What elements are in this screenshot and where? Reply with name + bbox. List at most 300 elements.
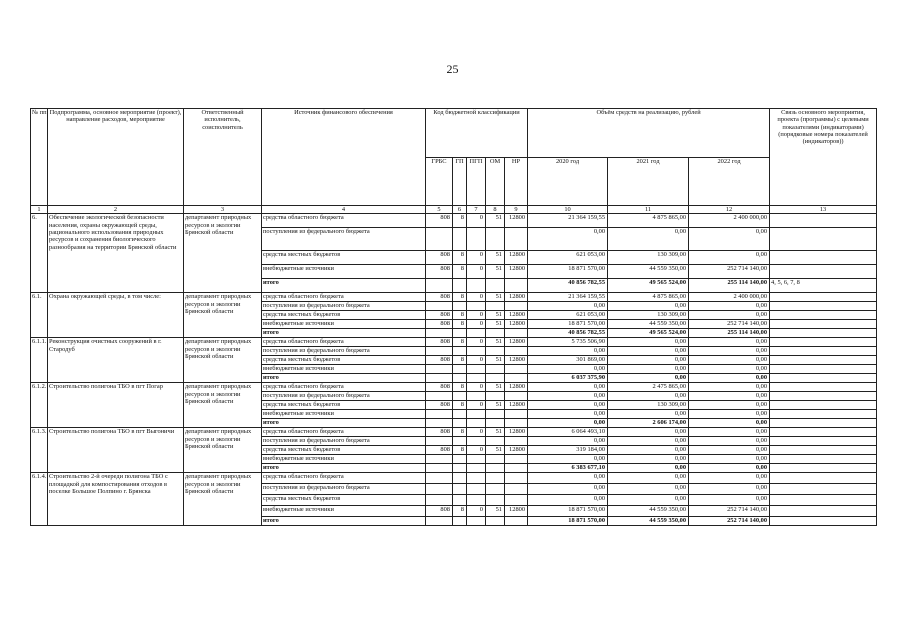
source-cell: итого <box>262 517 426 526</box>
header-om: ОМ <box>486 157 505 206</box>
code-pgp-cell <box>467 484 486 495</box>
amount-y2020-cell: 301 869,00 <box>528 356 608 365</box>
amount-y2020-cell: 40 856 782,55 <box>528 329 608 338</box>
source-cell: внебюджетные источники <box>262 410 426 419</box>
code-gp-cell: 8 <box>453 383 467 392</box>
amount-y2022-cell: 0,00 <box>689 392 770 401</box>
amount-y2022-cell: 2 400 000,00 <box>689 293 770 302</box>
code-om-cell <box>486 228 505 251</box>
table-row <box>31 383 877 392</box>
code-pgp-cell: 0 <box>467 446 486 455</box>
code-grbs-cell <box>426 302 453 311</box>
amount-y2022-cell: 0,00 <box>689 428 770 437</box>
code-grbs-cell: 808 <box>426 311 453 320</box>
code-pgp-cell <box>467 279 486 293</box>
amount-y2021-cell: 0,00 <box>608 437 689 446</box>
source-cell: средства местных бюджетов <box>262 401 426 410</box>
code-grbs-cell <box>426 347 453 356</box>
code-grbs-cell: 808 <box>426 428 453 437</box>
code-grbs-cell <box>426 419 453 428</box>
source-cell: поступления из федерального бюджета <box>262 392 426 401</box>
amount-y2020-cell: 6 037 375,90 <box>528 374 608 383</box>
code-om-cell: 51 <box>486 214 505 228</box>
code-pgp-cell: 0 <box>467 338 486 347</box>
code-pgp-cell <box>467 302 486 311</box>
source-cell: средства областного бюджета <box>262 473 426 484</box>
amount-y2022-cell: 252 714 140,00 <box>689 506 770 517</box>
item-title: Реконструкция очистных сооружений в г. Стародуб <box>48 338 184 383</box>
code-grbs-cell <box>426 392 453 401</box>
indicator-link-cell <box>770 338 877 347</box>
indicator-link-cell <box>770 437 877 446</box>
code-pgp-cell: 0 <box>467 320 486 329</box>
code-grbs-cell <box>426 228 453 251</box>
header-budget-code: Код бюджетной классификации <box>426 109 528 158</box>
amount-y2022-cell: 252 714 140,00 <box>689 517 770 526</box>
header-volume: Объём средств на реализацию, рублей <box>528 109 770 158</box>
indicator-link-cell <box>770 392 877 401</box>
code-pgp-cell <box>467 329 486 338</box>
code-grbs-cell: 808 <box>426 338 453 347</box>
code-np-cell: 12800 <box>505 446 528 455</box>
header-grbs: ГРБС <box>426 157 453 206</box>
code-gp-cell <box>453 410 467 419</box>
header-executor: Ответственный исполнитель, соисполнитель <box>184 109 262 206</box>
amount-y2020-cell: 21 364 159,55 <box>528 214 608 228</box>
amount-y2021-cell: 4 875 865,00 <box>608 293 689 302</box>
amount-y2022-cell: 255 114 140,00 <box>689 279 770 293</box>
code-np-cell <box>505 392 528 401</box>
header-2021: 2021 год <box>608 157 689 206</box>
amount-y2022-cell: 252 714 140,00 <box>689 265 770 279</box>
code-gp-cell: 8 <box>453 251 467 265</box>
code-om-cell <box>486 347 505 356</box>
source-cell: итого <box>262 374 426 383</box>
amount-y2021-cell: 49 565 524,00 <box>608 329 689 338</box>
amount-y2021-cell: 0,00 <box>608 428 689 437</box>
code-om-cell <box>486 410 505 419</box>
amount-y2021-cell: 0,00 <box>608 347 689 356</box>
code-grbs-cell <box>426 464 453 473</box>
code-grbs-cell <box>426 437 453 446</box>
code-np-cell: 12800 <box>505 311 528 320</box>
amount-y2022-cell: 0,00 <box>689 455 770 464</box>
amount-y2020-cell: 0,00 <box>528 419 608 428</box>
amount-y2020-cell: 621 053,00 <box>528 311 608 320</box>
source-cell: итого <box>262 279 426 293</box>
code-pgp-cell: 0 <box>467 251 486 265</box>
code-np-cell <box>505 484 528 495</box>
amount-y2020-cell: 6 383 677,10 <box>528 464 608 473</box>
amount-y2021-cell: 130 309,00 <box>608 251 689 265</box>
item-number: 6.1.3. <box>31 428 48 473</box>
amount-y2021-cell: 0,00 <box>608 446 689 455</box>
code-om-cell <box>486 495 505 506</box>
code-grbs-cell <box>426 365 453 374</box>
code-pgp-cell <box>467 419 486 428</box>
indicator-link-cell: 4, 5, 6, 7, 8 <box>770 279 877 293</box>
code-grbs-cell: 808 <box>426 506 453 517</box>
amount-y2022-cell: 0,00 <box>689 437 770 446</box>
amount-y2020-cell: 0,00 <box>528 392 608 401</box>
col-number: 11 <box>608 206 689 214</box>
code-grbs-cell <box>426 374 453 383</box>
code-gp-cell <box>453 347 467 356</box>
code-gp-cell: 8 <box>453 356 467 365</box>
amount-y2021-cell: 2 475 865,00 <box>608 383 689 392</box>
col-number: 2 <box>48 206 184 214</box>
amount-y2021-cell: 0,00 <box>608 484 689 495</box>
amount-y2021-cell: 49 565 524,00 <box>608 279 689 293</box>
code-grbs-cell: 808 <box>426 293 453 302</box>
amount-y2022-cell: 0,00 <box>689 356 770 365</box>
amount-y2020-cell: 0,00 <box>528 455 608 464</box>
amount-y2021-cell: 0,00 <box>608 495 689 506</box>
indicator-link-cell <box>770 251 877 265</box>
source-cell: средства областного бюджета <box>262 338 426 347</box>
code-grbs-cell: 808 <box>426 265 453 279</box>
source-cell: внебюджетные источники <box>262 506 426 517</box>
code-pgp-cell: 0 <box>467 293 486 302</box>
source-cell: поступления из федерального бюджета <box>262 228 426 251</box>
indicator-link-cell <box>770 464 877 473</box>
code-gp-cell: 8 <box>453 265 467 279</box>
code-gp-cell: 8 <box>453 320 467 329</box>
amount-y2021-cell: 0,00 <box>608 455 689 464</box>
code-pgp-cell <box>467 410 486 419</box>
amount-y2022-cell: 0,00 <box>689 311 770 320</box>
amount-y2021-cell: 44 559 350,00 <box>608 265 689 279</box>
col-number: 9 <box>505 206 528 214</box>
indicator-link-cell <box>770 214 877 228</box>
code-np-cell <box>505 302 528 311</box>
amount-y2021-cell: 4 875 865,00 <box>608 214 689 228</box>
code-gp-cell <box>453 365 467 374</box>
source-cell: поступления из федерального бюджета <box>262 437 426 446</box>
code-np-cell: 12800 <box>505 293 528 302</box>
code-np-cell <box>505 473 528 484</box>
code-pgp-cell: 0 <box>467 214 486 228</box>
amount-y2021-cell: 44 559 350,00 <box>608 517 689 526</box>
col-number: 1 <box>31 206 48 214</box>
source-cell: средства местных бюджетов <box>262 446 426 455</box>
code-om-cell: 51 <box>486 506 505 517</box>
amount-y2022-cell: 2 400 000,00 <box>689 214 770 228</box>
code-pgp-cell <box>467 228 486 251</box>
code-gp-cell: 8 <box>453 428 467 437</box>
code-pgp-cell <box>467 473 486 484</box>
amount-y2022-cell: 0,00 <box>689 383 770 392</box>
code-np-cell <box>505 228 528 251</box>
code-om-cell: 51 <box>486 251 505 265</box>
amount-y2021-cell: 44 559 350,00 <box>608 320 689 329</box>
amount-y2020-cell: 0,00 <box>528 437 608 446</box>
table-row <box>31 428 877 437</box>
amount-y2020-cell: 18 871 570,00 <box>528 320 608 329</box>
indicator-link-cell <box>770 228 877 251</box>
code-np-cell <box>505 437 528 446</box>
col-number: 8 <box>486 206 505 214</box>
header-2020: 2020 год <box>528 157 608 206</box>
amount-y2021-cell: 0,00 <box>608 228 689 251</box>
amount-y2020-cell: 0,00 <box>528 383 608 392</box>
amount-y2021-cell: 0,00 <box>608 473 689 484</box>
code-grbs-cell: 808 <box>426 251 453 265</box>
code-gp-cell <box>453 329 467 338</box>
code-pgp-cell <box>467 517 486 526</box>
source-cell: внебюджетные источники <box>262 455 426 464</box>
header-pgp: ПГП <box>467 157 486 206</box>
item-executor: департамент природных ресурсов и экологии Брянской области <box>184 293 262 338</box>
code-gp-cell: 8 <box>453 446 467 455</box>
item-number: 6.1. <box>31 293 48 338</box>
source-cell: средства местных бюджетов <box>262 311 426 320</box>
indicator-link-cell <box>770 495 877 506</box>
code-gp-cell <box>453 464 467 473</box>
code-om-cell: 51 <box>486 383 505 392</box>
indicator-link-cell <box>770 365 877 374</box>
code-gp-cell <box>453 517 467 526</box>
page-number: 25 <box>446 62 459 76</box>
col-number: 7 <box>467 206 486 214</box>
code-pgp-cell <box>467 437 486 446</box>
code-pgp-cell <box>467 455 486 464</box>
code-om-cell <box>486 329 505 338</box>
amount-y2022-cell: 255 114 140,00 <box>689 329 770 338</box>
amount-y2020-cell: 18 871 570,00 <box>528 265 608 279</box>
amount-y2022-cell: 0,00 <box>689 495 770 506</box>
code-gp-cell <box>453 392 467 401</box>
indicator-link-cell <box>770 506 877 517</box>
code-gp-cell <box>453 279 467 293</box>
col-number: 12 <box>689 206 770 214</box>
financing-table <box>30 108 877 526</box>
col-number: 3 <box>184 206 262 214</box>
col-number: 5 <box>426 206 453 214</box>
indicator-link-cell <box>770 484 877 495</box>
indicator-link-cell <box>770 347 877 356</box>
code-np-cell: 12800 <box>505 265 528 279</box>
code-gp-cell <box>453 473 467 484</box>
code-gp-cell: 8 <box>453 214 467 228</box>
indicator-link-cell <box>770 329 877 338</box>
code-np-cell <box>505 410 528 419</box>
code-pgp-cell <box>467 464 486 473</box>
code-om-cell <box>486 464 505 473</box>
code-np-cell: 12800 <box>505 401 528 410</box>
item-title: Охрана окружающей среды, в том числе: <box>48 293 184 338</box>
header-gp: ГП <box>453 157 467 206</box>
code-om-cell: 51 <box>486 356 505 365</box>
source-cell: итого <box>262 329 426 338</box>
source-cell: внебюджетные источники <box>262 265 426 279</box>
item-executor: департамент природных ресурсов и экологии Брянской области <box>184 214 262 293</box>
code-grbs-cell <box>426 484 453 495</box>
code-gp-cell: 8 <box>453 293 467 302</box>
indicator-link-cell <box>770 428 877 437</box>
code-om-cell <box>486 392 505 401</box>
code-om-cell: 51 <box>486 401 505 410</box>
amount-y2020-cell: 0,00 <box>528 473 608 484</box>
table-row <box>31 473 877 484</box>
indicator-link-cell <box>770 311 877 320</box>
code-gp-cell <box>453 437 467 446</box>
amount-y2021-cell: 0,00 <box>608 374 689 383</box>
source-cell: внебюджетные источники <box>262 320 426 329</box>
indicator-link-cell <box>770 446 877 455</box>
source-cell: средства местных бюджетов <box>262 495 426 506</box>
indicator-link-cell <box>770 356 877 365</box>
item-number: 6. <box>31 214 48 293</box>
code-pgp-cell: 0 <box>467 401 486 410</box>
code-om-cell: 51 <box>486 293 505 302</box>
item-executor: департамент природных ресурсов и экологии Брянской области <box>184 428 262 473</box>
amount-y2022-cell: 0,00 <box>689 347 770 356</box>
code-om-cell <box>486 279 505 293</box>
code-np-cell <box>505 495 528 506</box>
code-np-cell <box>505 347 528 356</box>
code-om-cell: 51 <box>486 446 505 455</box>
code-np-cell <box>505 464 528 473</box>
amount-y2022-cell: 0,00 <box>689 464 770 473</box>
code-np-cell <box>505 365 528 374</box>
code-pgp-cell <box>467 347 486 356</box>
source-cell: поступления из федерального бюджета <box>262 484 426 495</box>
code-np-cell: 12800 <box>505 356 528 365</box>
source-cell: средства местных бюджетов <box>262 251 426 265</box>
amount-y2020-cell: 0,00 <box>528 365 608 374</box>
code-pgp-cell: 0 <box>467 356 486 365</box>
code-grbs-cell: 808 <box>426 214 453 228</box>
amount-y2022-cell: 0,00 <box>689 338 770 347</box>
item-title: Строительство полигона ТБО в пгт Выгоничи <box>48 428 184 473</box>
code-grbs-cell: 808 <box>426 446 453 455</box>
amount-y2021-cell: 0,00 <box>608 356 689 365</box>
code-grbs-cell <box>426 495 453 506</box>
code-om-cell <box>486 365 505 374</box>
code-grbs-cell <box>426 473 453 484</box>
code-om-cell <box>486 302 505 311</box>
code-grbs-cell: 808 <box>426 320 453 329</box>
code-np-cell <box>505 455 528 464</box>
code-om-cell: 51 <box>486 265 505 279</box>
item-number: 6.1.1. <box>31 338 48 383</box>
code-grbs-cell <box>426 279 453 293</box>
code-grbs-cell <box>426 517 453 526</box>
amount-y2020-cell: 5 735 506,90 <box>528 338 608 347</box>
source-cell: средства областного бюджета <box>262 214 426 228</box>
source-cell: итого <box>262 464 426 473</box>
amount-y2020-cell: 0,00 <box>528 228 608 251</box>
amount-y2021-cell: 0,00 <box>608 365 689 374</box>
column-number-row <box>31 206 877 214</box>
table-body <box>31 214 877 526</box>
amount-y2022-cell: 0,00 <box>689 374 770 383</box>
item-executor: департамент природных ресурсов и экологии Брянской области <box>184 383 262 428</box>
item-title: Обеспечение экологической безопасности населения, охраны окружающей среды, рационального использования природных ресурсов и сохранения биологического разнообразия на территории Брянской области <box>48 214 184 293</box>
code-om-cell <box>486 455 505 464</box>
amount-y2020-cell: 18 871 570,00 <box>528 517 608 526</box>
amount-y2020-cell: 0,00 <box>528 302 608 311</box>
code-grbs-cell: 808 <box>426 401 453 410</box>
item-executor: департамент природных ресурсов и экологии Брянской области <box>184 473 262 526</box>
code-gp-cell <box>453 374 467 383</box>
code-np-cell <box>505 517 528 526</box>
amount-y2022-cell: 0,00 <box>689 446 770 455</box>
source-cell: средства областного бюджета <box>262 428 426 437</box>
code-om-cell <box>486 473 505 484</box>
amount-y2021-cell: 130 309,00 <box>608 311 689 320</box>
code-om-cell <box>486 419 505 428</box>
header-num: № пп <box>31 109 48 206</box>
code-om-cell <box>486 374 505 383</box>
amount-y2020-cell: 0,00 <box>528 410 608 419</box>
table-row <box>31 293 877 302</box>
code-gp-cell: 8 <box>453 506 467 517</box>
amount-y2021-cell: 0,00 <box>608 392 689 401</box>
amount-y2020-cell: 0,00 <box>528 347 608 356</box>
code-om-cell <box>486 437 505 446</box>
code-np-cell <box>505 419 528 428</box>
header-program: Подпрограмма, основное мероприятие (проект), направление расходов, мероприятие <box>48 109 184 206</box>
code-np-cell: 12800 <box>505 338 528 347</box>
item-title: Строительство полигона ТБО в пгт Погар <box>48 383 184 428</box>
amount-y2022-cell: 252 714 140,00 <box>689 320 770 329</box>
indicator-link-cell <box>770 293 877 302</box>
indicator-link-cell <box>770 419 877 428</box>
amount-y2020-cell: 21 364 159,55 <box>528 293 608 302</box>
amount-y2020-cell: 0,00 <box>528 495 608 506</box>
amount-y2022-cell: 0,00 <box>689 302 770 311</box>
code-gp-cell: 8 <box>453 311 467 320</box>
code-pgp-cell <box>467 374 486 383</box>
amount-y2020-cell: 0,00 <box>528 401 608 410</box>
code-gp-cell <box>453 495 467 506</box>
code-gp-cell: 8 <box>453 401 467 410</box>
code-np-cell: 12800 <box>505 214 528 228</box>
amount-y2020-cell: 18 871 570,00 <box>528 506 608 517</box>
code-pgp-cell: 0 <box>467 428 486 437</box>
code-np-cell: 12800 <box>505 506 528 517</box>
source-cell: средства областного бюджета <box>262 293 426 302</box>
code-om-cell <box>486 517 505 526</box>
source-cell: средства местных бюджетов <box>262 356 426 365</box>
source-cell: поступления из федерального бюджета <box>262 302 426 311</box>
indicator-link-cell <box>770 473 877 484</box>
item-number: 6.1.4. <box>31 473 48 526</box>
code-gp-cell: 8 <box>453 338 467 347</box>
code-om-cell: 51 <box>486 338 505 347</box>
col-number: 13 <box>770 206 877 214</box>
code-pgp-cell <box>467 365 486 374</box>
amount-y2022-cell: 0,00 <box>689 410 770 419</box>
indicator-link-cell <box>770 410 877 419</box>
indicator-link-cell <box>770 401 877 410</box>
code-om-cell: 51 <box>486 311 505 320</box>
code-om-cell: 51 <box>486 428 505 437</box>
indicator-link-cell <box>770 517 877 526</box>
col-number: 4 <box>262 206 426 214</box>
table-row <box>31 214 877 228</box>
amount-y2020-cell: 0,00 <box>528 484 608 495</box>
code-np-cell <box>505 374 528 383</box>
amount-y2021-cell: 2 606 174,00 <box>608 419 689 428</box>
amount-y2020-cell: 40 856 782,55 <box>528 279 608 293</box>
item-executor: департамент природных ресурсов и экологии Брянской области <box>184 338 262 383</box>
amount-y2021-cell: 130 309,00 <box>608 401 689 410</box>
code-np-cell: 12800 <box>505 383 528 392</box>
item-title: Строительство 2-й очереди полигона ТБО с площадкой для компостирования отходов в поселке Большое Полпино г. Брянска <box>48 473 184 526</box>
